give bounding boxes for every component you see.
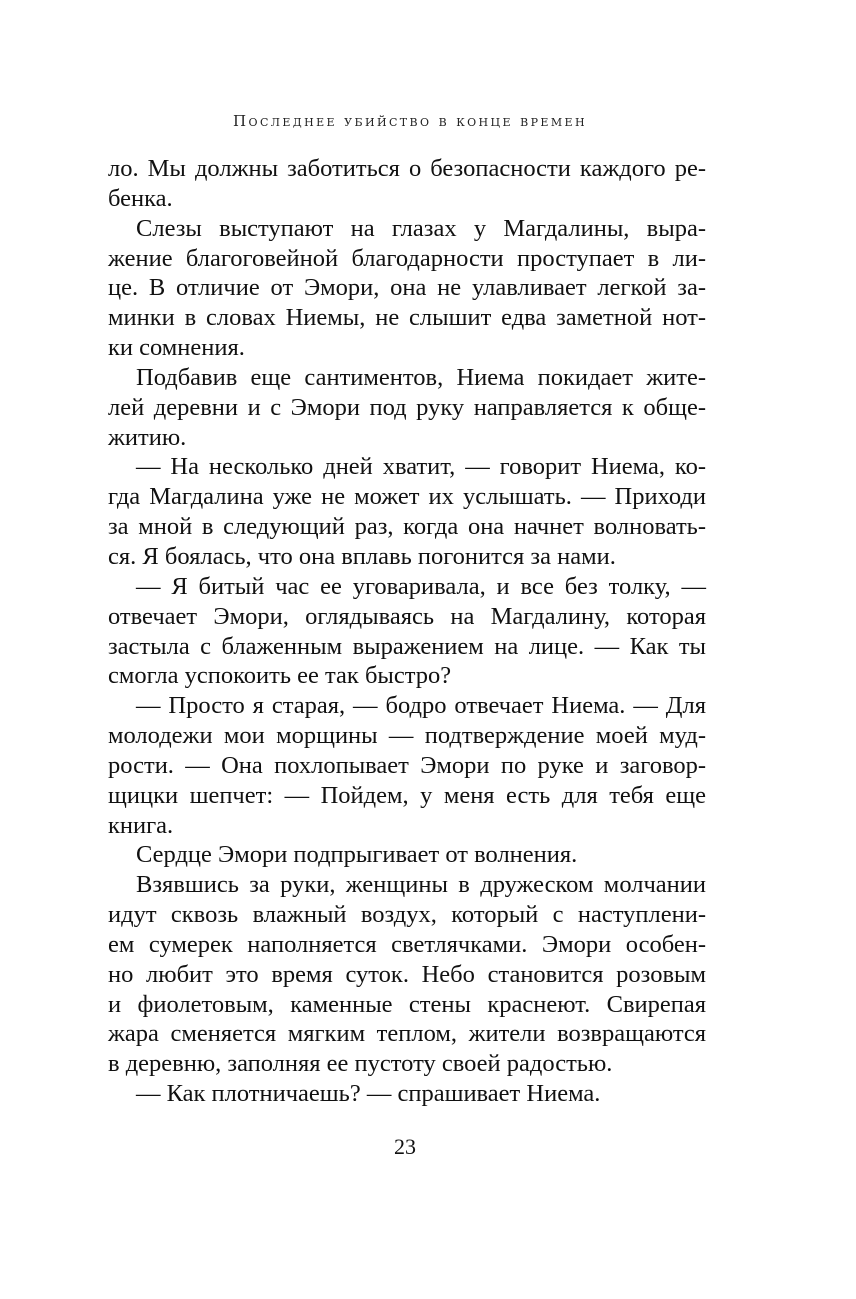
text-line: жение благоговейной благодарности проступает в ли- — [108, 244, 706, 272]
text-line: щицки шепчет: — Пойдем, у меня есть для тебя еще — [108, 781, 706, 809]
text-line: житию. — [108, 423, 187, 451]
text-line: бенка. — [108, 184, 173, 212]
text-line: но любит это время суток. Небо становится розовым — [108, 960, 706, 988]
text-line: застыла с блаженным выражением на лице. — Как ты — [108, 632, 706, 660]
text-line: жара сменяется мягким теплом, жители возвращаются — [108, 1020, 706, 1048]
text-line: — На несколько дней хватит, — говорит Ниема, ко- — [136, 453, 706, 481]
text-line: Слезы выступают на глазах у Магдалины, выра- — [136, 214, 706, 242]
text-line: це. В отличие от Эмори, она не улавливает легкой за- — [108, 274, 706, 302]
text-line: минки в словах Ниемы, не слышит едва заметной нот- — [108, 304, 706, 332]
body-text — [108, 154, 706, 1109]
text-line: — Просто я старая, — бодро отвечает Ниема. — Для — [136, 692, 706, 720]
text-line: Взявшись за руки, женщины в дружеском молчании — [136, 871, 706, 899]
text-line: ся. Я боялась, что она вплавь погонится за нами. — [108, 542, 616, 570]
running-head: Последнее убийство в конце времен — [233, 112, 587, 130]
text-line: смогла успокоить ее так быстро? — [108, 662, 452, 690]
text-line: идут сквозь влажный воздух, который с наступлени- — [108, 901, 706, 929]
text-line: лей деревни и с Эмори под руку направляется к обще- — [108, 393, 706, 421]
text-line: в деревню, заполняя ее пустоту своей радостью. — [108, 1050, 613, 1078]
text-line: отвечает Эмори, оглядываясь на Магдалину, которая — [108, 602, 706, 630]
text-line: Подбавив еще сантиментов, Ниема покидает жите- — [136, 363, 706, 391]
text-line: гда Магдалина уже не может их услышать. — Приходи — [108, 483, 706, 511]
text-line: и фиолетовым, каменные стены краснеют. Свирепая — [108, 990, 706, 1018]
text-line: Сердце Эмори подпрыгивает от волнения. — [136, 841, 578, 869]
page-number: 23 — [394, 1134, 416, 1159]
text-line: — Как плотничаешь? — спрашивает Ниема. — [136, 1080, 601, 1108]
text-line: книга. — [108, 811, 174, 839]
text-line: ем сумерек наполняется светлячками. Эмори особен- — [108, 930, 706, 958]
text-line: ки сомнения. — [108, 334, 245, 362]
text-line: ло. Мы должны заботиться о безопасности каждого ре- — [108, 155, 706, 182]
text-line: — Я битый час ее уговаривала, и все без толку, — — [136, 572, 706, 600]
text-line: молодежи мои морщины — подтверждение моей муд- — [108, 722, 706, 750]
text-line: рости. — Она похлопывает Эмори по руке и заговор- — [108, 751, 706, 779]
text-line: за мной в следующий раз, когда она начнет волновать- — [108, 513, 706, 541]
